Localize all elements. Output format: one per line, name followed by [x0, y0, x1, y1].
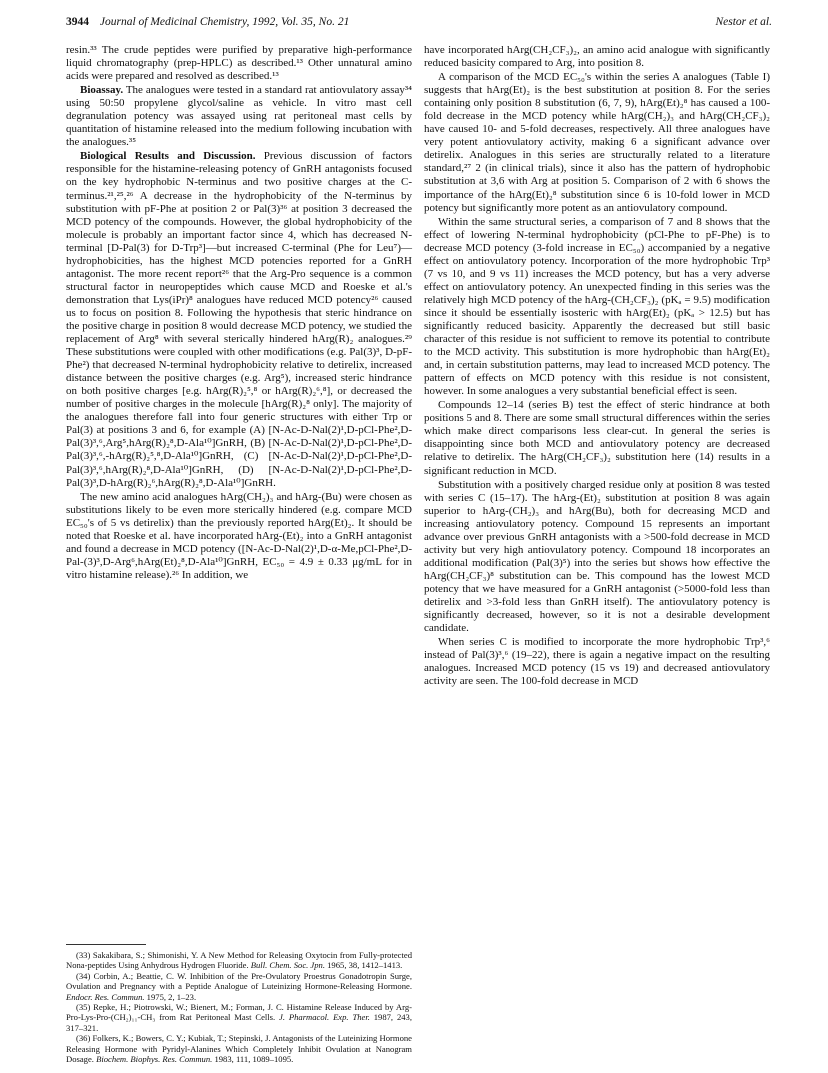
journal-citation: Journal of Medicinal Chemistry, 1992, Vol. 35, No. 21: [99, 16, 350, 28]
section-heading-results: Biological Results and Discussion.: [80, 150, 256, 163]
running-header: [66, 14, 772, 30]
page-number: 3944: [66, 16, 89, 28]
paragraph-text: The analogues were tested in a standard rat antiovulatory assay³⁴ using 50:50 propylene glycol/saline as vehicle. In vitro mast cell degranulation potency was assayed using rat peritoneal mast cells by quantitation of histamine released into the medium following incubation with the analogues.³⁵: [66, 84, 412, 149]
paragraph: Compounds 12–14 (series B) test the effect of steric hindrance at both positions 5 and 8. There are some small structural differences within the series which make direct comparisons less clear-cut. In general the series is disappointing since both MCD and antiovulatory potency are decreased relative to detirelix. The hArg(CH₂CF₃)₂ substitution here (14) results in a significant reduction in MCD.: [424, 399, 770, 477]
footnotes: [66, 950, 412, 1064]
paragraph: A comparison of the MCD EC₅₀'s within the series A analogues (Table I) suggests that hArg(Et)₂ is the best substitution at position 8. For the series containing only position 8 substitution (6, 7, 9), hArg(Et)₂⁸ has caused a 100-fold decrease in the MCD potency while hArg(CH₂)₃ and hArg(CH₂CF₃)₂ have caused 10- and 5-fold decreases, respectively. All three analogues have very potent antiovulatory activity, making 6 a significant advance over detirelix. Analogues in this series are structurally related to a literature standard,²⁷ 2 (in clinical trials), since it also has the pattern of hydrophobic substitution at 3,6 with Arg at position 5. Comparison of 2 with 6 shows the importance of the hArg(Et)₂⁸ substitution since 6 is 10-fold lower in MCD potency but significantly more potent as an antiovulatory compound.: [424, 71, 770, 214]
paragraph: resin.³³ The crude peptides were purified by preparative high-performance liquid chromatography (prep-HPLC) as described.¹³ Other unnatural amino acids were prepared and resolved as described.¹³: [66, 44, 412, 83]
footnote-36: (36) Folkers, K.; Bowers, C. Y.; Kubiak, T.; Stepinski, J. Antagonists of the Luteinizing Hormone Releasing Hormone with Pyridyl-Alanines Which Completely Inhibit Ovulation at Nanogram Dosage. Biochem. Biophys. Res. Commun. 1983, 111, 1089–1095.: [66, 1033, 412, 1065]
results-paragraph: [66, 150, 412, 489]
footnote-35: (35) Repke, H.; Piotrowski, W.; Bienert, M.; Forman, J. C. Histamine Release Induced by Arg-Pro-Lys-Pro-(CH₂)₁₁-CH₃ from Rat Peritoneal Mast Cells. J. Pharmacol. Exp. Ther. 1987, 243, 317–321.: [66, 1002, 412, 1033]
left-column: [66, 44, 412, 582]
paragraph: have incorporated hArg(CH₂CF₃)₂, an amino acid analogue with significantly reduced basicity compared to Arg, into position 8.: [424, 44, 770, 70]
paragraph: When series C is modified to incorporate the more hydrophobic Trp³,⁶ instead of Pal(3)³,⁶ (19–22), there is again a negative impact on the resulting analogues. Increased MCD potency (15 vs 19) and decreased antiovulatory activity are seen. The 100-fold decrease in MCD: [424, 636, 770, 688]
footnote-divider: [66, 944, 146, 945]
paragraph: Substitution with a positively charged residue only at position 8 was tested with series C (15–17). The hArg-(Et)₂ substitution at position 8 was again superior to hArg-(CH₂)₃ and hArg(Bu), both for decreasing MCD and increasing antiovulatory potency. Compound 15 represents an important advance over previous GnRH antagonists with a >500-fold decrease in MCD activity but very high antiovulatory potency. Compound 18 incorporates an additional modification (Pal(3)⁵) into the series but shows how effective the hArg(CH₂CF₃)⁸ substitution can be. This compound has the lowest MCD potency that we have measured for a GnRH antagonist (>5000-fold less than detirelix and >3-fold less than GnRH itself). The antiovulatory potency is significantly decreased, however, so it is not a desirable development candidate.: [424, 478, 770, 635]
paragraph-text: Previous discussion of factors responsible for the histamine-releasing potency of GnRH antagonists focused on the key hydrophobic N-terminus and two positive charges at the C-terminus.²¹,²⁵,²⁶ A decrease in the hydrophobicity of the N-terminus by substitution with pF-Phe at position 2 or Pal(3)³⁶ at position 3 decreased the MCD potency of the compounds. However, the global hydrophobicity of the molecule is probably an important factor since 4, which has decreased N-terminal [D-Pal(3) for D-Trp³]—but increased C-terminal (Phe for Leu⁷)—hydrophobicities, has the highest MCD potencies reported for a GnRH antagonist. The more recent report²⁶ that the Arg-Pro sequence is a common structural factor in neuropeptides which cause MCD and Roeske et al.'s demonstration that Lys(iPr)⁸ analogues have reduced MCD potency²⁶ caused us to focus on position 8. Following the hypothesis that steric hindrance on the positive charge in position 8 would decrease MCD potency, we studied the replacement of Arg⁸ with several sterically hindered hArg(R)₂ analogues.²⁹ These substitutions were coupled with other modifications (e.g. Pal(3)³, D-pF-Phe²) that decreased N-terminal hydrophobicity relative to detirelix, increased distance between the positive charges (e.g. Arg⁵), increased steric hindrance on both positive charges [e.g. hArg(R)₂⁵,⁸ or hArg(R)₂⁶,⁸], or decreased the number of positive charges in the molecule [hArg(R)₂⁸ only]. The majority of the analogues therefore fall into four generic structures with either Trp or Pal(3) at positions 3 and 6, for example (A) [N-Ac-D-Nal(2)¹,D-pCl-Phe²,D-Pal(3)³,⁶,Arg⁵,hArg(R)₂⁸,D-Ala¹⁰]GnRH, (B) [N-Ac-D-Nal(2)¹,D-pCl-Phe²,D-Pal(3)³,⁶,-hArg(R)₂⁵,⁸,D-Ala¹⁰]GnRH, (C) [N-Ac-D-Nal(2)¹,D-pCl-Phe²,D-Pal(3)³,⁶,hArg(R)₂⁸,D-Ala¹⁰]GnRH, (D) [N-Ac-D-Nal(2)¹,D-pCl-Phe²,D-Pal(3)³,D-hArg(R)₂⁶,hArg(R)₂⁸,D-Ala¹⁰]GnRH.: [66, 150, 412, 489]
paragraph: Within the same structural series, a comparison of 7 and 8 shows that the effect of lowering N-terminal hydrophobicity (pCl-Phe to pF-Phe) is to decrease MCD potency (3-fold increase in EC₅₀) accompanied by a negative effect on antiovulatory potency. Incorporation of the more hydrophobic Trp³ (7 vs 10, and 9 vs 11) increases the MCD potency, but has a very adverse effect on antiovulatory potency. An unexpected finding in this series was the relatively high MCD potency of the hArg-(CH₂CF₃)₂ (pKₐ = 9.5) modification since it should be essentially isosteric with hArg(Et)₂ (pKₐ > 12.5) but has significantly reduced basicity. Apparently the decreased but still basic character of this residue is not sufficient to remove its potential to contribute to the MCD activity. This substitution is more hydrophobic than hArg(Et)₂ and, in certain substitution patterns, may lead to increased MCD potency. The pattern of effects on MCD potency with this residue is not consistent, however. In some analogues a very substantial beneficial effect is seen.: [424, 215, 770, 398]
footnote-34: (34) Corbin, A.; Beattie, C. W. Inhibition of the Pre-Ovulatory Proestrus Gonadotropin Surge, Ovulation and Pregnancy with a Peptide Analogue of Luteinizing Hormone-Releasing Hormone. Endocr. Res. Commun. 1975, 2, 1–23.: [66, 970, 412, 1002]
footnote-33: (33) Sakakibara, S.; Shimonishi, Y. A New Method for Releasing Oxytocin from Fully-protected Nona-peptides Using Anhydrous Hydrogen Fluoride. Bull. Chem. Soc. Jpn. 1965, 38, 1412–1413.: [66, 950, 412, 971]
section-heading-bioassay: Bioassay.: [80, 84, 124, 97]
running-authors: Nestor et al.: [715, 16, 772, 28]
paragraph: The new amino acid analogues hArg(CH₂)₃ and hArg-(Bu) were chosen as substitutions likely to be even more sterically hindered (e.g. compare MCD EC₅₀'s of 5 vs detirelix) than the previously reported hArg(Et)₂. It should be noted that Roeske et al. have incorporated hArg-(Et)₂ into a GnRH antagonist and found a decrease in MCD potency ([N-Ac-D-Nal(2)¹,D-α-Me,pCl-Phe²,D-Pal-(3)³,D-Arg⁶,hArg(Et)₂⁸,D-Ala¹⁰]GnRH, EC₅₀ = 4.9 ± 0.33 μg/mL for in vitro histamine release).²⁶ In addition, we: [66, 490, 412, 581]
right-column: [424, 44, 770, 688]
bioassay-paragraph: [66, 84, 412, 149]
